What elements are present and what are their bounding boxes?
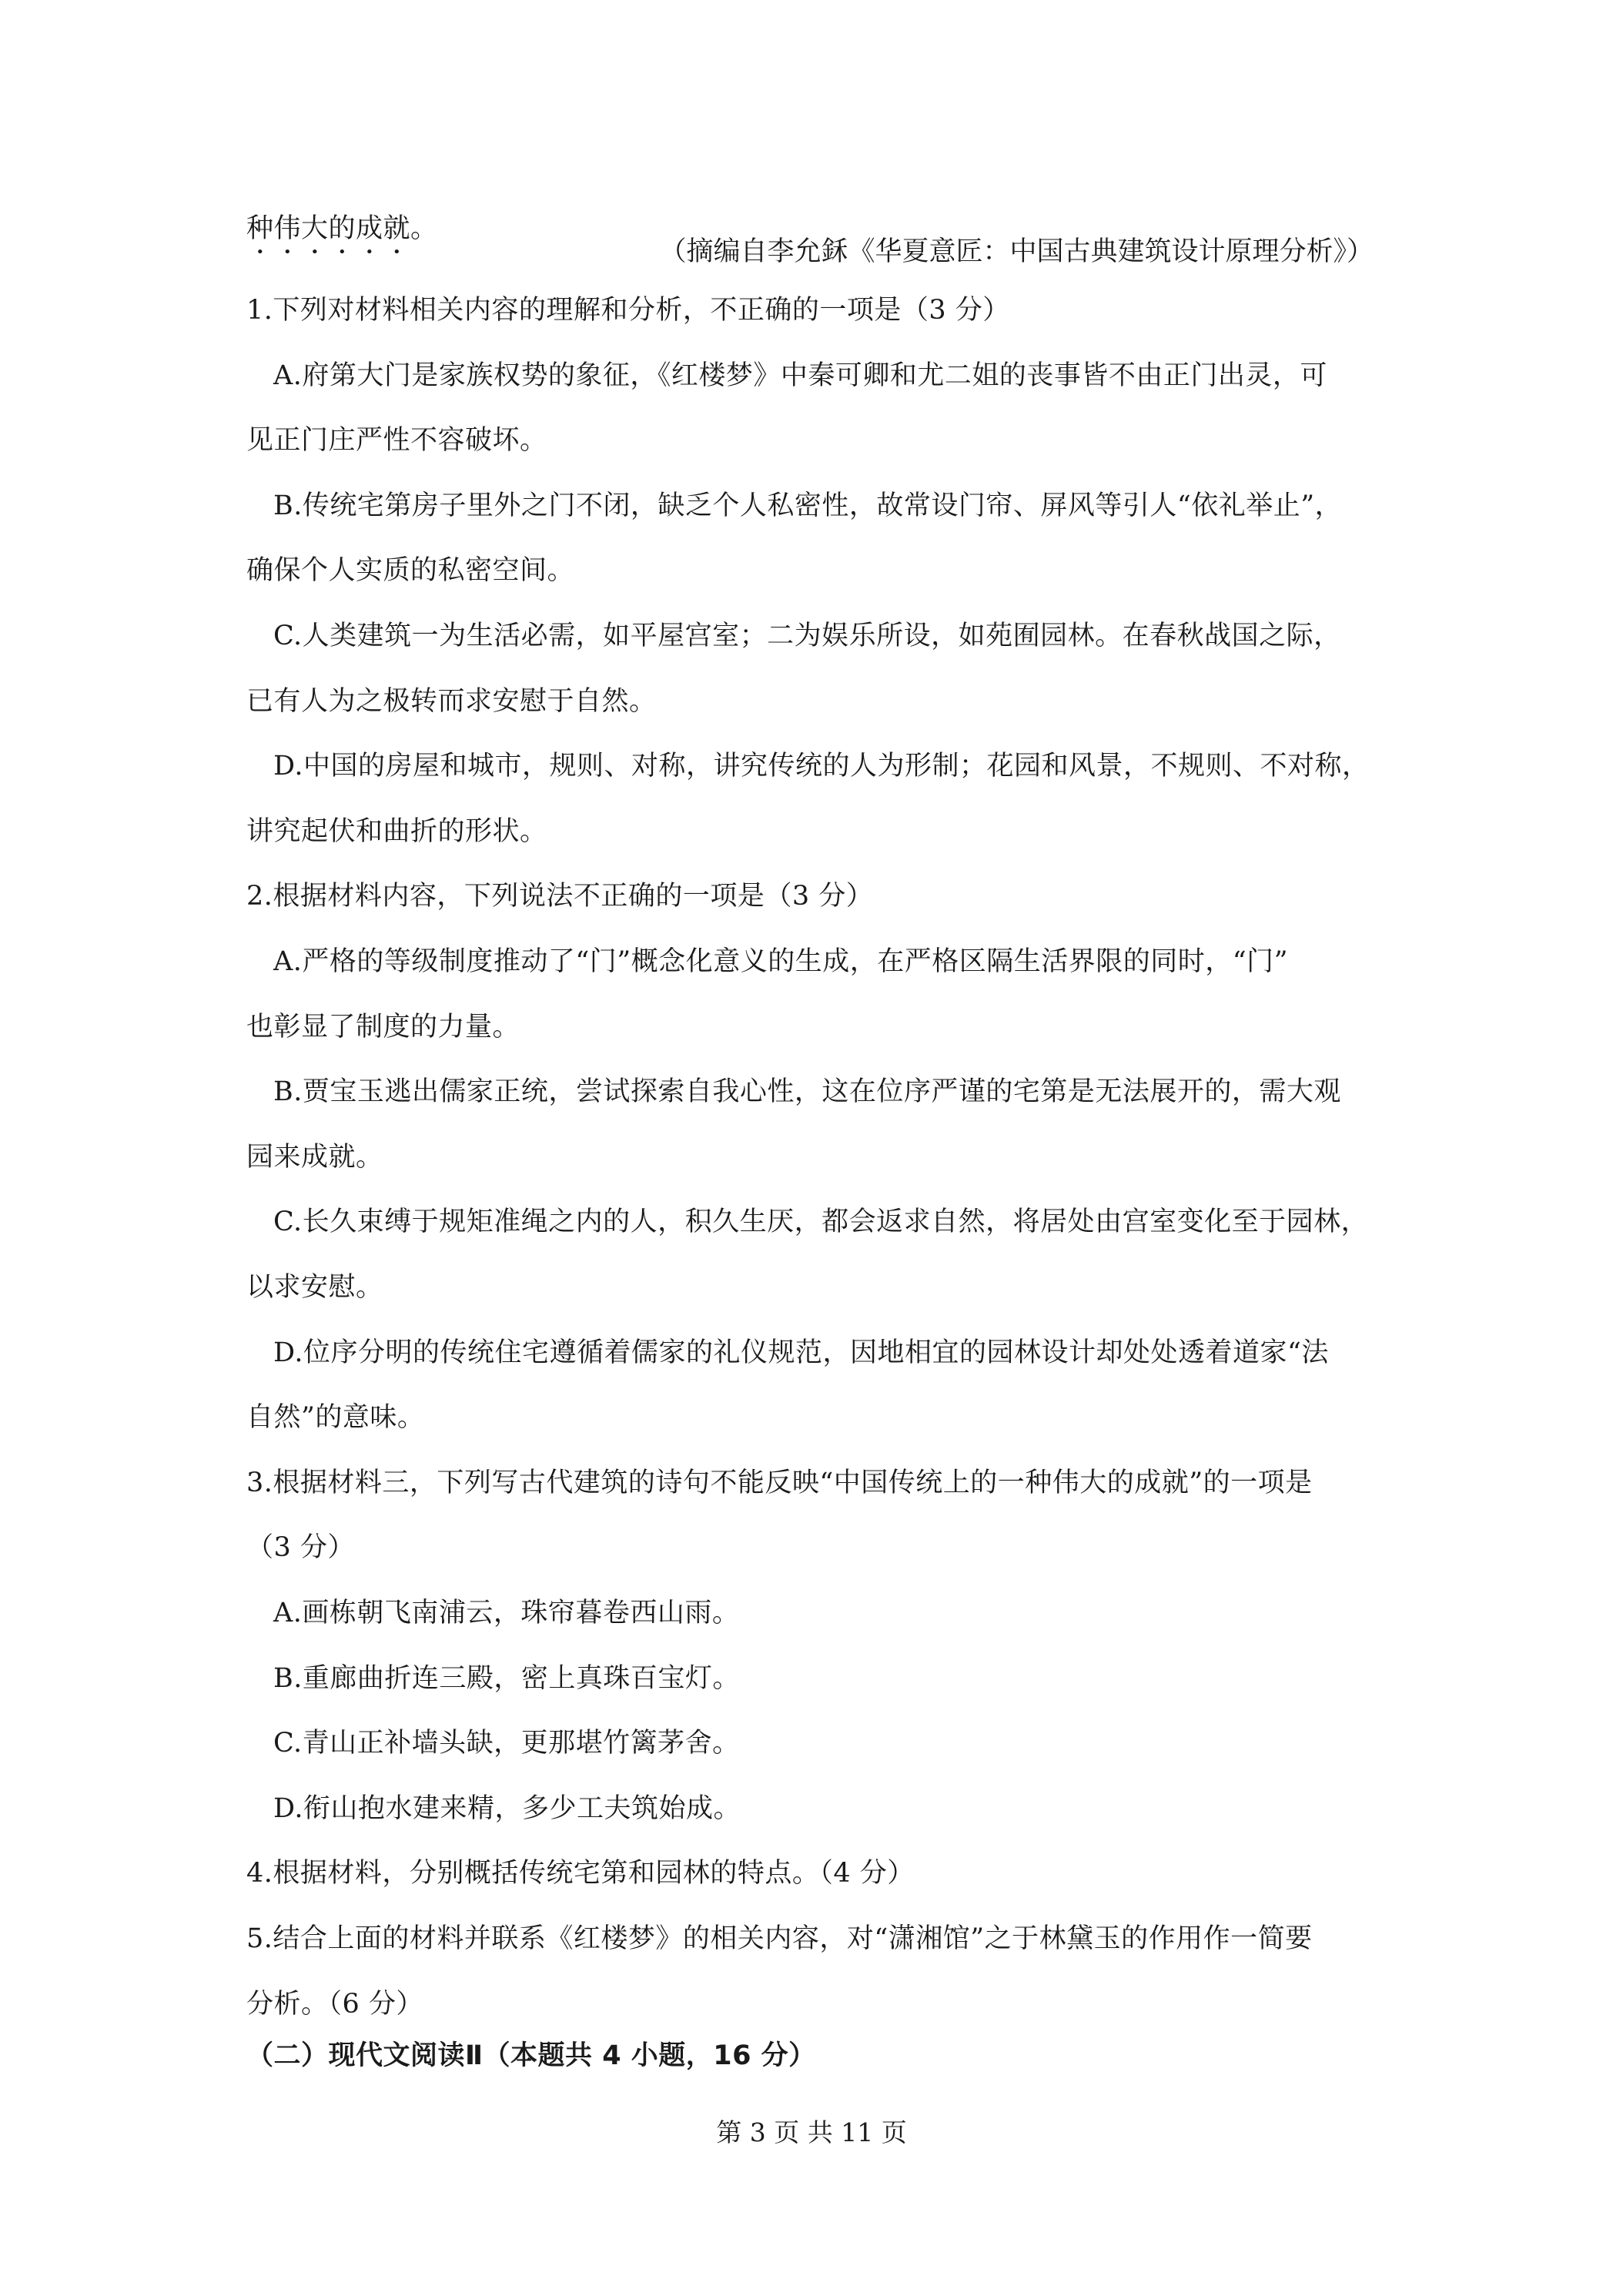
answer-option: A.画栋朝飞南浦云，珠帘暮卷西山雨。 bbox=[273, 1598, 740, 1628]
source-citation: （摘编自李允鉌《华夏意匠：中国古典建筑设计原理分析》） bbox=[659, 236, 1374, 267]
question-stem: 分析。（6 分） bbox=[246, 1988, 423, 2020]
answer-option-continuation: 也彰显了制度的力量。 bbox=[246, 1011, 520, 1043]
section-heading: （二）现代文阅读Ⅱ（本题共 4 小题，16 分） bbox=[246, 2040, 816, 2071]
answer-option: D.中国的房屋和城市，规则、对称，讲究传统的人为形制；花园和风景，不规则、不对称， bbox=[273, 751, 1370, 782]
answer-option-continuation: 已有人为之极转而求安慰于自然。 bbox=[246, 685, 657, 717]
answer-option-continuation: 以求安慰。 bbox=[246, 1272, 383, 1303]
answer-option-continuation: 讲究起伏和曲折的形状。 bbox=[246, 815, 547, 847]
answer-option-continuation: 自然”的意味。 bbox=[246, 1402, 425, 1434]
answer-option: A.府第大门是家族权势的象征，《红楼梦》中秦可卿和尤二姐的丧事皆不由正门出灵，可 bbox=[273, 360, 1327, 391]
emphasized-text: 种伟大的成就。 bbox=[246, 213, 438, 244]
answer-option: C.长久束缚于规矩准绳之内的人，积久生厌，都会返求自然，将居处由宫室变化至于园林， bbox=[273, 1207, 1369, 1238]
answer-option: B.贾宝玉逃出儒家正统，尝试探索自我心性，这在位序严谨的宅第是无法展开的，需大观 bbox=[273, 1076, 1341, 1108]
page-footer: 第 3 页 共 11 页 bbox=[716, 2117, 907, 2147]
answer-option: C.人类建筑一为生活必需，如平屋宫室；二为娱乐所设，如苑囿园林。在春秋战国之际， bbox=[273, 621, 1341, 651]
answer-option-continuation: 确保个人实质的私密空间。 bbox=[246, 555, 575, 587]
question-stem: 4.根据材料，分别概括传统宅第和园林的特点。（4 分） bbox=[246, 1858, 915, 1889]
question-stem: 3.根据材料三，下列写古代建筑的诗句不能反映“中国传统上的一种伟大的成就”的一项是 bbox=[246, 1467, 1313, 1498]
question-stem: （3 分） bbox=[246, 1532, 355, 1564]
answer-option: B.重廊曲折连三殿，密上真珠百宝灯。 bbox=[273, 1662, 740, 1694]
answer-option: D.位序分明的传统住宅遵循着儒家的礼仪规范，因地相宜的园林设计却处处透着道家“法 bbox=[273, 1337, 1329, 1368]
answer-option: A.严格的等级制度推动了“门”概念化意义的生成，在严格区隔生活界限的同时，“门” bbox=[273, 946, 1288, 977]
answer-option: C.青山正补墙头缺，更那堪竹篱茅舍。 bbox=[273, 1728, 740, 1759]
answer-option-continuation: 园来成就。 bbox=[246, 1141, 383, 1173]
question-stem: 2.根据材料内容，下列说法不正确的一项是（3 分） bbox=[246, 881, 874, 912]
answer-option: B.传统宅第房子里外之门不闭，缺乏个人私密性，故常设门帘、屏风等引人“依礼举止”， bbox=[273, 490, 1343, 521]
question-stem: 5.结合上面的材料并联系《红楼梦》的相关内容，对“潇湘馆”之于林黛玉的作用作一简要 bbox=[246, 1923, 1313, 1954]
answer-option: D.衔山抱水建来精，多少工夫筑始成。 bbox=[273, 1792, 741, 1824]
answer-option-continuation: 见正门庄严性不容破坏。 bbox=[246, 425, 547, 457]
opening-line bbox=[246, 209, 438, 260]
question-stem: 1.下列对材料相关内容的理解和分析，不正确的一项是（3 分） bbox=[246, 295, 1010, 326]
